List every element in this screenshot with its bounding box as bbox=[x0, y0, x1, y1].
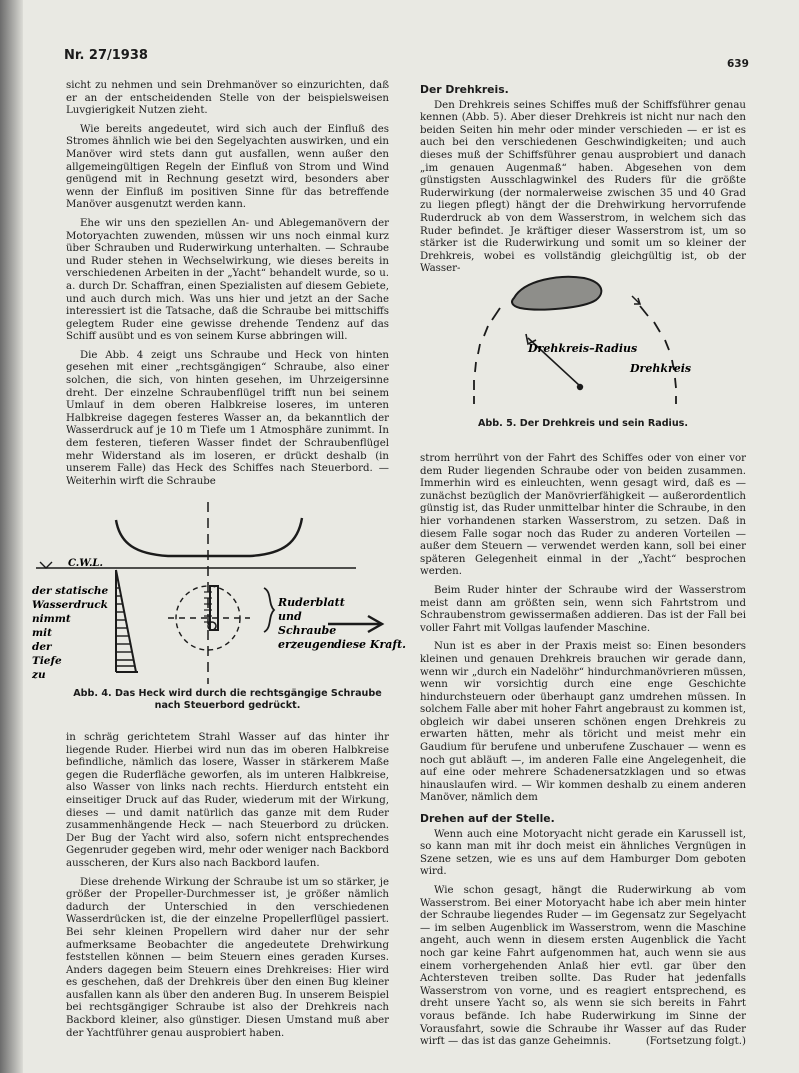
section-heading: Drehen auf der Stelle. bbox=[420, 812, 555, 826]
fig4-right-label-line: und bbox=[278, 610, 302, 623]
fig4-left-label-line: der bbox=[32, 641, 52, 653]
paragraph: Die Abb. 4 zeigt uns Schraube und Heck von hinten gesehen mit einer „rechtsgängigen“ Schraube, also einer solchen, die sich, von hinten gesehen, im Uhrzeigersinne dreht. Der einzelne Schraubenflügel trifft nun bei seinem Umlauf in dem oberen Halbkreise loseres, im unteren Halbkreise dagegen festeres Wasser an, da bekanntlich der Wasserdruck auf je 10 m Tiefe um 1 Atmosphäre zunimmt. In dem festeren, tieferen Wasser findet der Schraubenflügel mehr Widerstand als im loseren, er drückt deshalb (in unserem Falle) das Heck des Schiffes nach Steuerbord. — Weiterhin wirft die Schraube bbox=[66, 349, 389, 487]
page-number: 639 bbox=[727, 58, 749, 70]
fig4-left-label-line: zu bbox=[32, 669, 46, 681]
right-column-bottom bbox=[420, 453, 746, 1049]
left-column-top bbox=[66, 80, 389, 494]
fig4-left-label-line: der statische bbox=[32, 585, 109, 597]
paragraph: in schräg gerichtetem Strahl Wasser auf das hinter ihr liegende Ruder. Hierbei wird nun das im oberen Halbkreise befindliche, nämlich das losere, Wasser in stärkerem Maße gegen die Ruderfläche geworfen, als im unteren Halbkreise, also Wasser von links nach rechts. Hierdurch entsteht ein einseitiger Druck auf das Ruder, wiederum mit der Wirkung, dieses — und damit natürlich das ganze mit dem Ruder zusammenhängende Heck — nach Steuerbord zu drücken. Der Bug der Yacht wird also, sofern nicht entsprechendes Gegenruder gegeben wird, mehr oder weniger nach Backbord ausscheren, der Kurs also nach Backbord laufen. bbox=[66, 732, 389, 869]
issue-number: Nr. 27/1938 bbox=[64, 48, 148, 63]
paragraph: Ehe wir uns den speziellen An- und Ablegemanövern der Motoryachten zuwenden, müssen wir uns noch einmal kurz über Schrauben und Ruderwirkung unterhalten. — Schraube und Ruder stehen in Wechselwirkung, wie dieses bereits in verschiedenen Arbeiten in der „Yacht“ behandelt wurde, so u. a. durch Dr. Schaffran, einen Spezialisten auf diesem Gebiete, und auch durch mich. Was uns hier und jetzt an der Sache interessiert ist die Tatsache, daß die Schraube bei mittschiffs gelegtem Ruder eine gewisse drehende Tendenz auf das Schiff ausübt und es von seinem Kurse abbringen will. bbox=[66, 217, 389, 343]
paragraph: Den Drehkreis seines Schiffes muß der Schiffsführer genau kennen (Abb. 5). Aber dieser Drehkreis ist nicht nur nach den beiden Seiten hin mehr oder minder verschieden — er ist es auch bei den verschiedenen Geschwindigkeiten; und auch dieses muß der Schiffsführer genau ausprobiert und danach „im genauen Augenmaß“ haben. Abgesehen von dem günstigsten Ausschlagwinkel des Ruders für die größte Ruderwirkung (der normalerweise zwischen 35 und 40 Grad zu liegen pflegt) hängt der die Drehwirkung hervorrufende Ruderdruck ab von dem Wasserstrom, in welchem sich das Ruder befindet. Je kräftiger dieser Wasserstrom ist, um so stärker ist die Ruderwirkung und somit um so kleiner der Drehkreis, wobei es vollständig gleichgültig ist, ob der Wasser- bbox=[420, 99, 746, 275]
figure-5-caption: Abb. 5. Der Drehkreis und sein Radius. bbox=[477, 418, 689, 429]
fig4-left-label-line: nimmt bbox=[32, 613, 71, 625]
fig4-right-label-line: erzeugen bbox=[278, 638, 335, 651]
paragraph: Diese drehende Wirkung der Schraube ist um so stärker, je größer der Propeller-Durchmesser ist, je größer nämlich dadurch der Unterschied in den verschiedenen Wasserdrücken ist, die der einzelne Propellerflügel passiert. Bei sehr kleinen Propellern wird daher nur der sehr aufmerksame Beobachter die angedeutete Drehwirkung feststellen können — beim Steuern eines geraden Kurses. Anders dagegen beim Steuern eines Drehkreises: Hier wird es geschehen, daß der Drehkreis über den einen Bug kleiner ausfallen kann als über den anderen Bug. In unserem Beispiel bei rechtsgängiger Schraube ist also der Drehkreis nach Backbord kleiner, also günstiger. Diesen Umstand muß aber der Yachtführer genau ausprobiert haben. bbox=[66, 876, 389, 1039]
paragraph: strom herrührt von der Fahrt des Schiffes oder von einer vor dem Ruder liegenden Schraube oder von beiden zusammen. Immerhin wird es einleuchten, wenn gesagt wird, daß es — zunächst bezüglich der Manövrierfähigkeit — außerordentlich günstig ist, das Ruder unmittelbar hinter die Schraube, in den hier vorhandenen starken Wasserstrom, zu setzen. Daß in diesem Falle sogar noch das Ruder zu anderen Vorteilen — außer dem Steuern — verwendet werden kann, soll bei einer späteren Gelegenheit einmal in der „Yacht“ besprochen werden. bbox=[420, 453, 746, 578]
left-column-bottom bbox=[66, 732, 389, 1046]
continued-note: (Fortsetzung folgt.) bbox=[645, 1036, 746, 1048]
cwl-label: C.W.L. bbox=[68, 558, 103, 569]
section-heading: Der Drehkreis. bbox=[420, 83, 509, 96]
fig4-right-label-line: Ruderblatt bbox=[278, 596, 345, 609]
fig4-left-label-line: Tiefe bbox=[32, 655, 62, 667]
paragraph: Wenn auch eine Motoryacht nicht gerade ein Karussell ist, so kann man mit ihr doch meist ein ähnliches Vergnügen in Szene setzen, wie es uns auf dem Hamburger Dom geboten wird. bbox=[420, 828, 746, 878]
fig4-left-label-line: Wasserdruck bbox=[32, 599, 108, 611]
paragraph: Beim Ruder hinter der Schraube wird der Wasserstrom meist dann am größten sein, wenn sich Fahrtstrom und Schraubenstrom gewissermaßen addieren. Das ist der Fall bei voller Fahrt mit Vollgas laufender Maschine. bbox=[420, 584, 746, 634]
paragraph: sicht zu nehmen und sein Drehmanöver so einzurichten, daß er an der entscheidenden Stelle von der beispielsweisen Luvgierigkeit Nutzen zieht. bbox=[66, 80, 389, 117]
paragraph bbox=[420, 885, 746, 1049]
radius-label: Drehkreis–Radius bbox=[528, 342, 638, 355]
boat-silhouette bbox=[512, 277, 601, 310]
figure-5-turning-circle bbox=[462, 268, 698, 414]
circle-label: Drehkreis bbox=[630, 362, 692, 375]
paragraph: Wie bereits angedeutet, wird sich auch der Einfluß des Stromes ähnlich wie bei den Segelyachten auswirken, und ein Manöver wird stets dann gut ausfallen, wenn außer den allgemeingültigen Regeln der Einfluß von Strom und Wind genügend mit in Rechnung gesetzt wird, besonders aber wenn der Einfluß im positiven Sinne für das betreffende Manöver ausgenutzt werden kann. bbox=[66, 123, 389, 211]
paragraph-text: Wie schon gesagt, hängt die Ruderwirkung ab vom Wasserstrom. Bei einer Motoryacht habe ich aber mein hinter der Schraube liegendes Ruder — im Gegensatz zur Segelyacht — im selben Augenblick im Wasserstrom, wenn die Maschine angeht, auch wenn in diesem ersten Augenblick die Yacht noch gar keine Fahrt aufgenommen hat, auch wenn sie aus einem vorhergehenden Anlaß hier evtl. gar über den Achtersteven treiben sollte. Das Ruder hat jedenfalls Wasserstrom von vorne, und es reagiert entsprechend, es dreht unsere Yacht so, als wenn sie sich bereits in Fahrt voraus befände. Ich habe Ruderwirkung im Sinne der Vorausfahrt, sowie die Schraube ihr Wasser auf das Ruder wirft — das ist das ganze Geheimnis. bbox=[420, 885, 746, 1048]
figure-4-stern-diagram bbox=[28, 500, 408, 688]
right-column-top bbox=[420, 84, 746, 282]
fig4-right-label-line: Schraube bbox=[278, 624, 337, 637]
page-gutter-shadow bbox=[0, 0, 23, 1073]
fig4-right-label-line: diese Kraft. bbox=[334, 638, 407, 651]
fig4-left-label-line: mit bbox=[32, 627, 52, 639]
paragraph: Nun ist es aber in der Praxis meist so: Einen besonders kleinen und genauen Drehkreis brauchen wir gerade dann, wenn wir „durch ein Nadelöhr“ hindurchmanövrieren müssen, wenn wir vorsichtig durch eine enge Geschichte hindurchsteuern oder überhaupt ganz umdrehen müssen. In solchem Falle aber mit hoher Fahrt angebraust zu kommen ist, obgleich wir dabei unseren schönen engen Drehkreis zu erwarten hätten, mehr als töricht und meist mehr ein Gaudium für berufene und unberufene Zuschauer — wenn es noch gut abläuft —, im anderen Falle eine Angelegenheit, die auf eine oder mehrere Schadenersatzklagen und so etwas hinauslaufen wird. — Wir kommen deshalb zu einem anderen Manöver, nämlich dem bbox=[420, 641, 746, 804]
figure-4-caption: Abb. 4. Das Heck wird durch die rechtsgängige Schraube nach Steuerbord gedrückt. bbox=[73, 688, 382, 711]
